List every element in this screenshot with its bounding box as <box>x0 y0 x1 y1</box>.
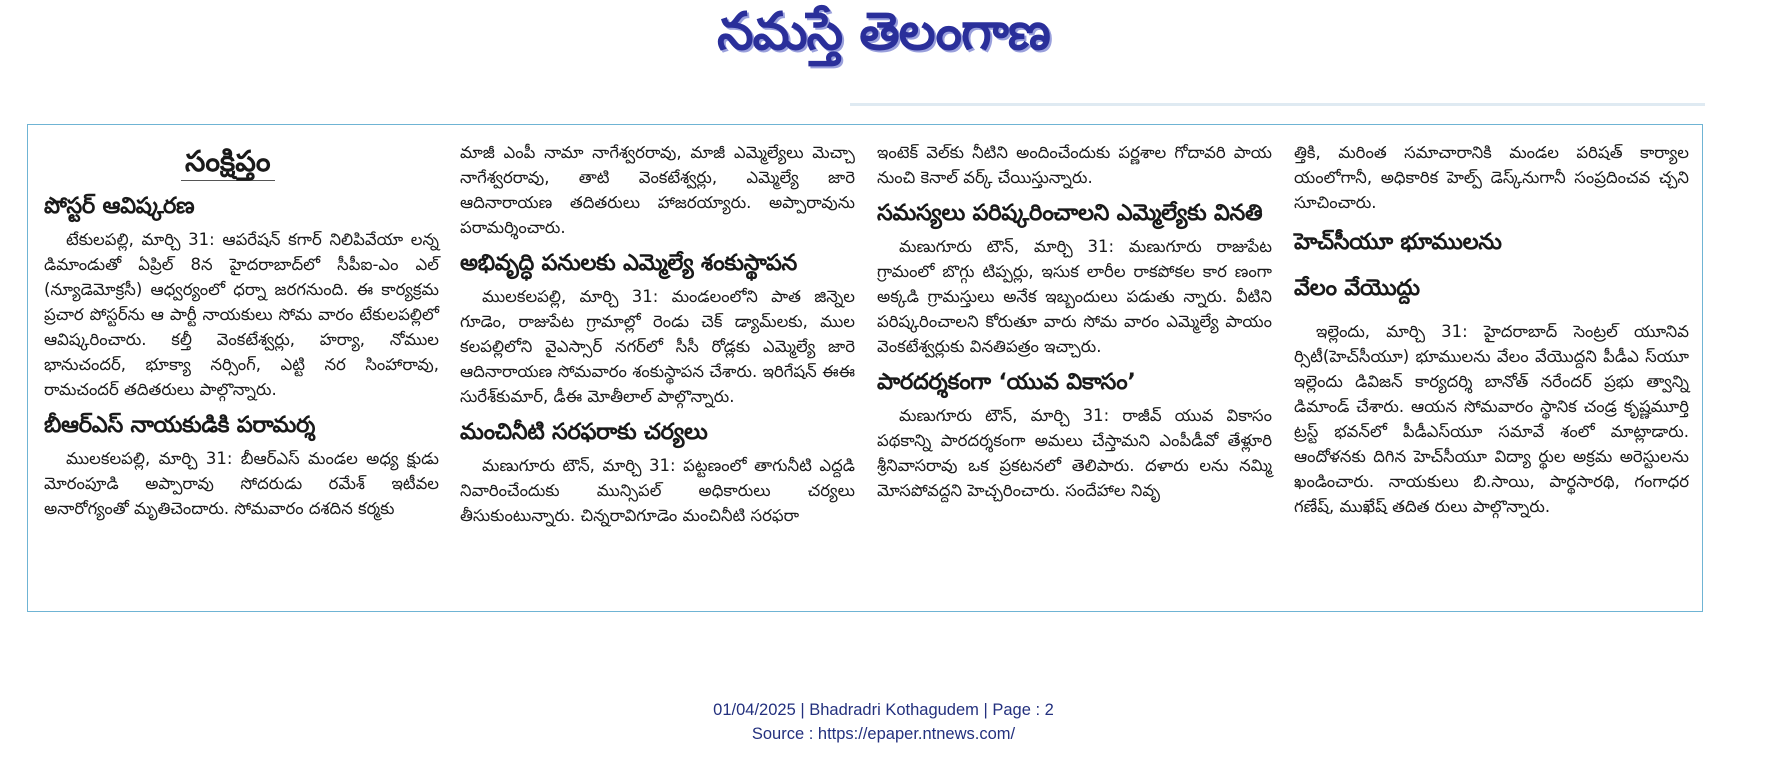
article-body: మణుగూరు టౌన్, మార్చి 31: రాజీవ్ యువ వికాసం పథకాన్ని పారదర్శకంగా అమలు చేస్తామని ఎంపీడీవో తేళ్లూరి శ్రీనివాసరావు ఒక ప్రకటనలో తెలిపారు. దళారు లను నమ్మి మోసపోవద్దని హెచ్చరించారు. సందేహాల నివృ <box>877 406 1272 500</box>
article-headline: పోస్టర్ ఆవిష్కరణ <box>44 193 195 219</box>
column-3 <box>877 140 1272 507</box>
footer-edition-info: 01/04/2025 | Bhadradri Kothagudem | Page : 2 <box>713 701 1054 719</box>
article-headline: సమస్యలు పరిష్కరించాలని ఎమ్మెల్యేకు వినతి <box>877 200 1263 226</box>
article-headline: అభివృద్ధి పనులకు ఎమ్మెల్యే శంకుస్థాపన <box>460 250 798 276</box>
article-headline-line: హెచ్‌సీయూ భూములను <box>1294 229 1502 255</box>
article-body: టేకులపల్లి, మార్చి 31: ఆపరేషన్ కగార్ నిలిపివేయా లన్న డిమాండుతో ఏప్రిల్ 8న హైదరాబాద్‌లో సీపీఐ-ఎం ఎల్ (న్యూడెమోక్రసీ) ఆధ్వర్యంలో ధర్నా జరగనుంది. ఈ కార్యక్రమ ప్రచార పోస్టర్‌ను ఆ పార్టీ నాయకులు సోమ వారం టేకులపల్లిలో ఆవిష్కరించారు. కల్తీ వెంకటేశ్వర్లు, హర్యా, నోముల భానుచందర్, భూక్యా నర్సింగ్, ఎట్టి నర సింహారావు, రామచందర్ తదితరులు పాల్గొన్నారు. <box>44 230 439 399</box>
column-2 <box>460 140 855 532</box>
article-body: మణుగూరు టౌన్, మార్చి 31: పట్టణంలో తాగునీటి ఎద్దడి నివారించేందుకు మున్సిపల్ అధికారులు చర్యలు తీసుకుంటున్నారు. చిన్నరావిగూడెం మంచినీటి సరఫరా <box>460 456 855 525</box>
masthead-rule <box>850 103 1705 106</box>
article-body-continued: ఇంటెక్ వెల్‌కు నీటిని అందించేందుకు పర్ణశాల గోదావరి పాయ నుంచి కెనాల్ వర్క్ చేయిస్తున్నారు. <box>877 143 1272 187</box>
article-headline: మంచినీటి సరఫరాకు చర్యలు <box>460 419 708 445</box>
column-4 <box>1294 140 1689 523</box>
section-title: సంక్షిప్తం <box>181 145 275 181</box>
article-body-continued: త్తికి, మరింత సమాచారానికి మండల పరిషత్ కార్యాల యంలోగానీ, అధికారిక హెల్ప్ డెస్క్‌నుగానీ సంప్రదించవ చ్చని సూచించారు. <box>1294 143 1689 212</box>
article-body: ఇల్లెందు, మార్చి 31: హైదరాబాద్ సెంట్రల్ యూనివ ర్సిటీ(హెచ్‌సీయూ) భూములను వేలం వేయొద్దని పీడీఎ స్‌యూ ఇల్లెందు డివిజన్ కార్యదర్శి బానోత్ నరేందర్ ప్రభు త్వాన్ని డిమాండ్ చేశారు. ఆయన సోమవారం స్థానిక చండ్ర కృష్ణమూర్తి ట్రస్ట్ భవన్‌లో పీడీఎస్‌యూ సమావే శంలో మాట్లాడారు. ఆందోళనకు దిగిన హెచ్‌సీయూ విద్యా ర్థుల అక్రమ అరెస్టులను ఖండించారు. నాయకులు బి.సాయి, పార్థసారథి, గంగాధర గణేష్, ముఖేష్ తదిత రులు పాల్గొన్నారు. <box>1294 322 1689 516</box>
article-body: ములకలపల్లి, మార్చి 31: బీఆర్‌ఎస్ మండల అధ్య క్షుడు మోరంపూడి అప్పారావు సోదరుడు రమేశ్ ఇటీవల అనారోగ్యంతో మృతిచెందారు. సోమవారం దశదిన కర్మకు <box>44 449 439 518</box>
masthead <box>0 0 1767 80</box>
article-body: మణుగూరు టౌన్, మార్చి 31: మణుగూరు రాజుపేట గ్రామంలో బొగ్గు టిప్పర్లు, ఇసుక లారీల రాకపోకల కార ణంగా అక్కడి గ్రామస్తులు అనేక ఇబ్బందులు పడుతు న్నారు. వీటిని పరిష్కరించాలని కోరుతూ వారు సోమ వారం ఎమ్మెల్యే పాయం వెంకటేశ్వర్లుకు వినతిపత్రం ఇచ్చారు. <box>877 237 1272 356</box>
article-body-continued: మాజీ ఎంపీ నామా నాగేశ్వరరావు, మాజీ ఎమ్మెల్యేలు మెచ్చా నాగేశ్వరరావు, తాటి వెంకటేశ్వర్లు, ఎమ్మెల్యే జారె ఆదినారాయణ తదితరులు హాజరయ్యారు. అప్పారావును పరామర్శించారు. <box>460 143 855 237</box>
article-headline: పారదర్శకంగా ‘యువ వికాసం’ <box>877 369 1136 395</box>
masthead-logo: నమస్తే తెలంగాణ <box>717 2 1050 62</box>
column-1 <box>44 140 439 525</box>
article-body: ములకలపల్లి, మార్చి 31: మండలంలోని పాత జిన్నెల గూడెం, రాజుపేట గ్రామాల్లో రెండు చెక్ డ్యామ్‌లకు, ముల కలపల్లిలోని వైఎస్సార్ నగర్‌లో సీసీ రోడ్లకు ఎమ్మెల్యే జారె ఆదినారాయణ సోమవారం శంకుస్థాపన చేశారు. ఇరిగేషన్ ఈఈ సురేశ్‌కుమార్, డీఈ మోతీలాల్ పాల్గొన్నారు. <box>460 287 855 406</box>
article-headline <box>1294 219 1689 311</box>
footer-source-link[interactable]: Source : https://epaper.ntnews.com/ <box>751 725 1016 743</box>
article-headline-line: వేలం వేయొద్దు <box>1294 275 1420 301</box>
article-headline: బీఆర్‌ఎస్ నాయకుడికి పరామర్శ <box>44 412 316 438</box>
